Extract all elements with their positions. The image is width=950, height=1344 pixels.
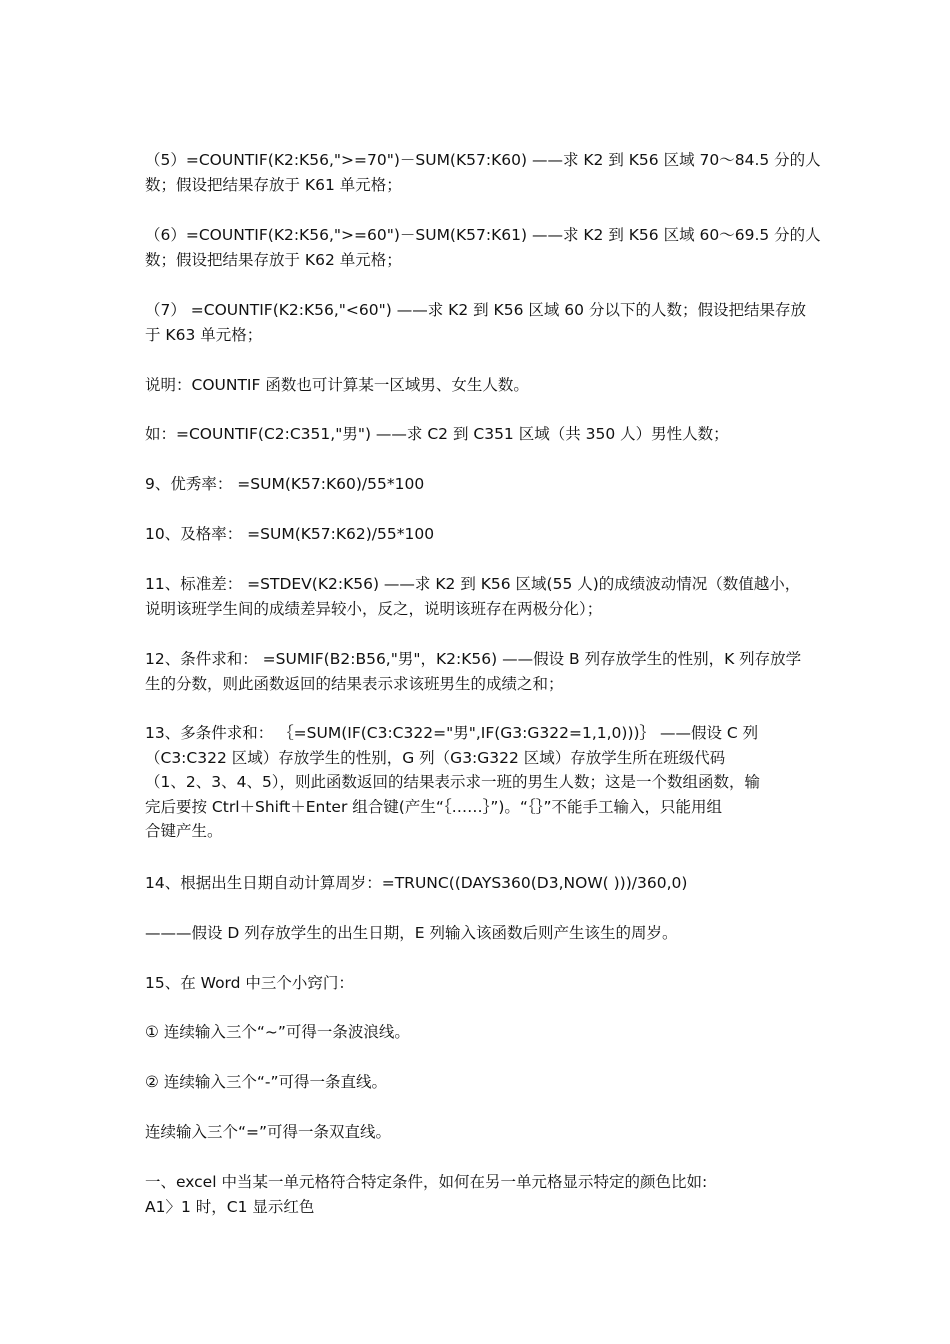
paragraph-item-12 — [145, 647, 835, 696]
paragraph-item-5 — [145, 148, 835, 197]
text-line: 完后要按 Ctrl＋Shift＋Enter 组合键(产生“｛……｝”)。“｛｝”不能手工输入，只能用组 — [145, 797, 722, 816]
paragraph-tip-3 — [145, 1120, 835, 1145]
paragraph-item-14-note — [145, 921, 835, 946]
paragraph-item-10 — [145, 522, 835, 547]
text-line: 14、根据出生日期自动计算周岁：=TRUNC((DAYS360(D3,NOW( )))/360,0) — [145, 874, 688, 892]
text-line: 数；假设把结果存放于 K61 单元格； — [145, 175, 402, 194]
paragraph-item-13 — [145, 721, 835, 844]
paragraph-note-countif — [145, 373, 835, 398]
text-line: ① 连续输入三个“~”可得一条波浪线。 — [145, 1023, 410, 1041]
paragraph-item-6 — [145, 223, 835, 272]
paragraph-excel-conditional-color — [145, 1170, 835, 1219]
text-line: 数；假设把结果存放于 K62 单元格； — [145, 250, 402, 269]
text-line: 于 K63 单元格； — [145, 325, 263, 344]
text-line: 12、条件求和： =SUMIF(B2:B56,"男"，K2:K56) ——假设 B 列存放学生的性别，K 列存放学 — [145, 650, 802, 668]
paragraph-item-14 — [145, 871, 835, 896]
text-line: 生的分数，则此函数返回的结果表示求该班男生的成绩之和； — [145, 674, 564, 693]
text-line: ———假设 D 列存放学生的出生日期，E 列输入该函数后则产生该生的周岁。 — [145, 924, 678, 942]
text-line: （C3:C322 区域）存放学生的性别，G 列（G3:G322 区域）存放学生所在班级代码 — [145, 748, 726, 767]
text-line: 9、优秀率： =SUM(K57:K60)/55*100 — [145, 475, 425, 493]
paragraph-item-7 — [145, 298, 835, 347]
text-line: 一、excel 中当某一单元格符合特定条件，如何在另一单元格显示特定的颜色比如: — [145, 1173, 708, 1191]
text-line: 说明该班学生间的成绩差异较小，反之，说明该班存在两极分化）； — [145, 599, 603, 618]
text-line: 10、及格率： =SUM(K57:K62)/55*100 — [145, 525, 435, 543]
text-line: （5）=COUNTIF(K2:K56,">=70")－SUM(K57:K60) ——求 K2 到 K56 区域 70～84.5 分的人 — [145, 151, 821, 169]
paragraph-item-9 — [145, 472, 835, 497]
text-line: 11、标准差： =STDEV(K2:K56) ——求 K2 到 K56 区域(55 人)的成绩波动情况（数值越小， — [145, 575, 801, 593]
text-line: （6）=COUNTIF(K2:K56,">=60")－SUM(K57:K61) ——求 K2 到 K56 区域 60～69.5 分的人 — [145, 226, 821, 244]
text-line: A1〉1 时，C1 显示红色 — [145, 1197, 315, 1216]
text-line: 13、多条件求和： ｛=SUM(IF(C3:C322="男",IF(G3:G322=1,1,0)))｝ ——假设 C 列 — [145, 724, 759, 742]
paragraph-example-countif — [145, 422, 835, 447]
text-line: （1、2、3、4、5），则此函数返回的结果表示求一班的男生人数；这是一个数组函数，输 — [145, 773, 761, 791]
text-line: ② 连续输入三个“-”可得一条直线。 — [145, 1073, 387, 1091]
text-line: （7） =COUNTIF(K2:K56,"<60") ——求 K2 到 K56 区域 60 分以下的人数；假设把结果存放 — [145, 301, 806, 319]
paragraph-tip-1 — [145, 1020, 835, 1045]
paragraph-tip-2 — [145, 1070, 835, 1095]
paragraph-item-11 — [145, 572, 835, 621]
text-line: 说明：COUNTIF 函数也可计算某一区域男、女生人数。 — [145, 376, 529, 394]
text-line: 合键产生。 — [145, 822, 223, 840]
paragraph-item-15 — [145, 971, 835, 996]
text-line: 如：=COUNTIF(C2:C351,"男") ——求 C2 到 C351 区域（共 350 人）男性人数； — [145, 425, 729, 443]
text-line: 15、在 Word 中三个小窍门： — [145, 974, 354, 992]
text-line: 连续输入三个“=”可得一条双直线。 — [145, 1123, 392, 1141]
